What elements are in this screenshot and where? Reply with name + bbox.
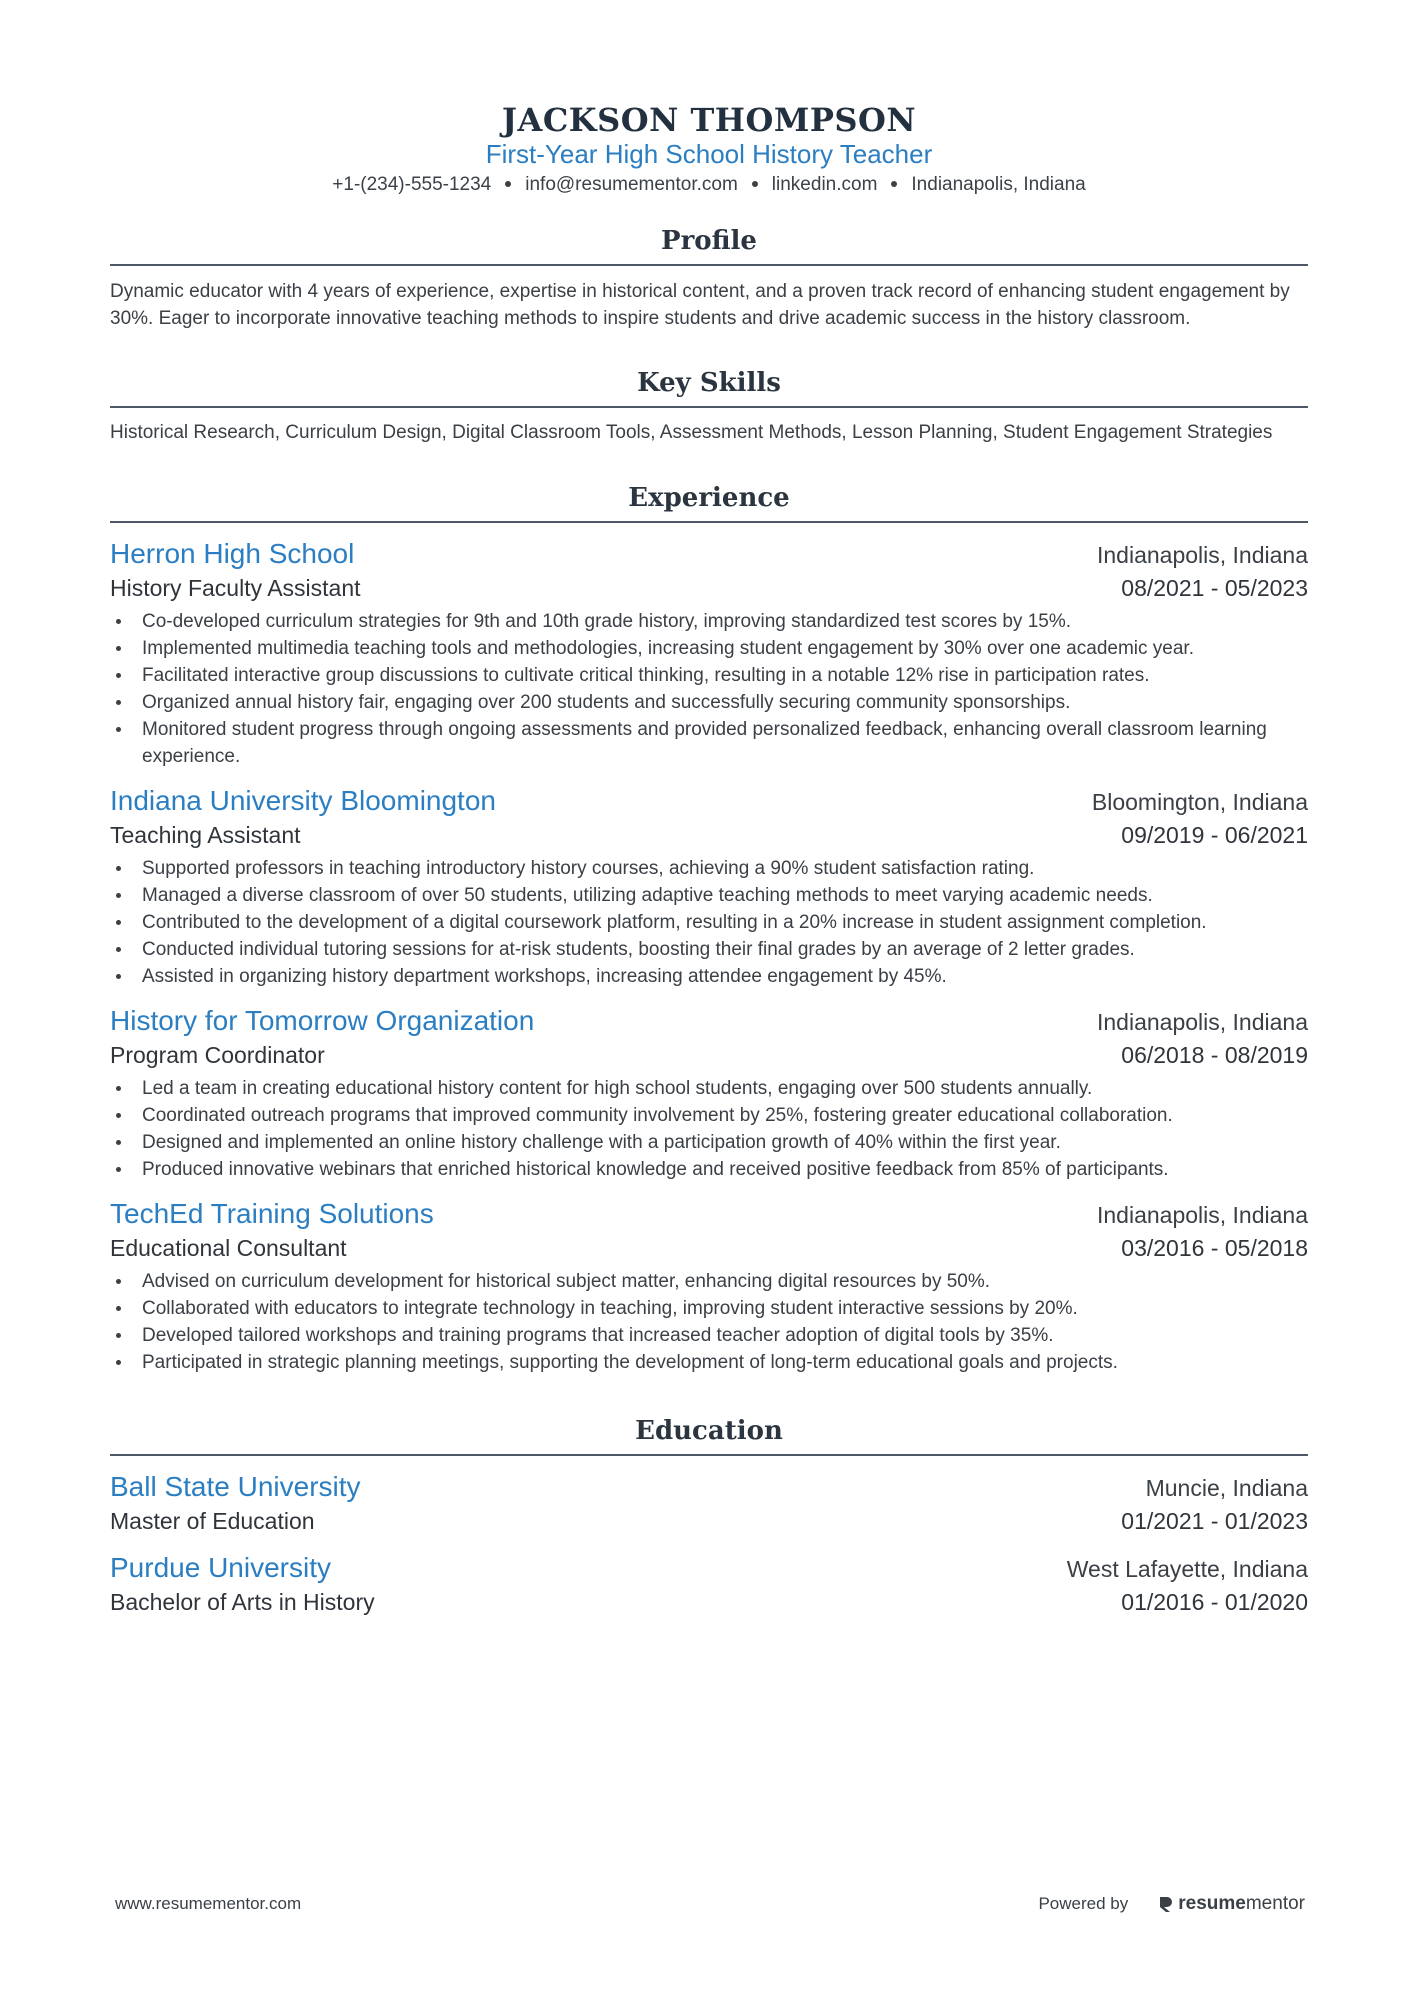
- contact-phone: +1-(234)-555-1234: [332, 174, 492, 195]
- separator-dot: [505, 181, 511, 187]
- bullet-item: Conducted individual tutoring sessions for at-risk students, boosting their final grades by an average of 2 letter grades.: [110, 936, 1308, 963]
- section-title-experience: Experience: [110, 481, 1308, 523]
- section-title-profile: Profile: [110, 224, 1308, 266]
- resume-header: [110, 100, 1308, 198]
- school-location: West Lafayette, Indiana: [1066, 1556, 1308, 1582]
- education-dates: 01/2016 - 01/2020: [1121, 1589, 1308, 1615]
- education-entry: [110, 1470, 1308, 1537]
- job-bullets: [110, 608, 1308, 770]
- section-title-skills: Key Skills: [110, 366, 1308, 408]
- skills-section: [110, 366, 1308, 445]
- job-bullets: [110, 855, 1308, 990]
- experience-entry: [110, 784, 1308, 990]
- experience-section: [110, 481, 1308, 1376]
- experience-entry: [110, 537, 1308, 770]
- school-name: Purdue University: [110, 1552, 331, 1583]
- resumementor-logo-icon: [1158, 1895, 1174, 1913]
- bullet-item: Managed a diverse classroom of over 50 students, utilizing adaptive teaching methods to meet varying academic needs.: [110, 882, 1308, 909]
- job-title: Program Coordinator: [110, 1042, 325, 1068]
- employer-name: Indiana University Bloomington: [110, 785, 496, 816]
- bullet-item: Assisted in organizing history department workshops, increasing attendee engagement by 45%.: [110, 963, 1308, 990]
- bullet-item: Supported professors in teaching introductory history courses, achieving a 90% student satisfaction rating.: [110, 855, 1308, 882]
- job-location: Indianapolis, Indiana: [1097, 1202, 1308, 1228]
- employer-name: Herron High School: [110, 538, 355, 569]
- powered-by-label: Powered by: [1038, 1894, 1129, 1913]
- bullet-item: Led a team in creating educational history content for high school students, engaging over 500 students annually.: [110, 1075, 1308, 1102]
- job-bullets: [110, 1268, 1308, 1376]
- section-title-education: Education: [110, 1414, 1308, 1456]
- bullet-item: Organized annual history fair, engaging over 200 students and successfully securing community sponsorships.: [110, 689, 1308, 716]
- resume-page: [110, 100, 1308, 1618]
- bullet-item: Developed tailored workshops and training programs that increased teacher adoption of digital tools by 35%.: [110, 1322, 1308, 1349]
- candidate-name: JACKSON THOMPSON: [501, 101, 917, 139]
- degree-name: Master of Education: [110, 1508, 315, 1534]
- job-dates: 03/2016 - 05/2018: [1121, 1235, 1308, 1261]
- bullet-item: Designed and implemented an online history challenge with a participation growth of 40% within the first year.: [110, 1129, 1308, 1156]
- bullet-item: Monitored student progress through ongoing assessments and provided personalized feedback, enhancing overall classroom learning experience.: [110, 716, 1308, 770]
- experience-entry: [110, 1197, 1308, 1376]
- employer-name: History for Tomorrow Organization: [110, 1005, 535, 1036]
- page-footer: [115, 1893, 1305, 1915]
- experience-entry: [110, 1004, 1308, 1183]
- education-dates: 01/2021 - 01/2023: [1121, 1508, 1308, 1534]
- job-location: Indianapolis, Indiana: [1097, 1009, 1308, 1035]
- separator-dot: [752, 181, 758, 187]
- bullet-item: Facilitated interactive group discussions to cultivate critical thinking, resulting in a notable 12% rise in participation rates.: [110, 662, 1308, 689]
- brand-name-bold: resume: [1178, 1893, 1246, 1914]
- education-entry: [110, 1551, 1308, 1618]
- job-title: History Faculty Assistant: [110, 575, 361, 601]
- job-title: Educational Consultant: [110, 1235, 347, 1261]
- degree-name: Bachelor of Arts in History: [110, 1589, 375, 1615]
- contact-linkedin[interactable]: linkedin.com: [771, 174, 878, 195]
- job-bullets: [110, 1075, 1308, 1183]
- job-title: Teaching Assistant: [110, 822, 301, 848]
- bullet-item: Collaborated with educators to integrate technology in teaching, improving student interactive sessions by 20%.: [110, 1295, 1308, 1322]
- separator-dot: [891, 181, 897, 187]
- bullet-item: Participated in strategic planning meetings, supporting the development of long-term educational goals and projects.: [110, 1349, 1308, 1376]
- contact-location: Indianapolis, Indiana: [911, 174, 1086, 195]
- footer-website-link[interactable]: www.resumementor.com: [115, 1894, 302, 1913]
- bullet-item: Implemented multimedia teaching tools and methodologies, increasing student engagement by 30% over one academic year.: [110, 635, 1308, 662]
- job-location: Bloomington, Indiana: [1091, 789, 1308, 815]
- school-location: Muncie, Indiana: [1145, 1475, 1308, 1501]
- profile-text: Dynamic educator with 4 years of experience, expertise in historical content, and a proven track record of enhancing student engagement by 30%. Eager to incorporate innovative teaching methods to inspire students and drive academic success in the history classroom.: [110, 281, 1290, 329]
- job-dates: 06/2018 - 08/2019: [1121, 1042, 1308, 1068]
- bullet-item: Advised on curriculum development for historical subject matter, enhancing digital resources by 50%.: [110, 1268, 1308, 1295]
- contact-line: [110, 172, 1308, 198]
- bullet-item: Coordinated outreach programs that improved community involvement by 25%, fostering greater educational collaboration.: [110, 1102, 1308, 1129]
- employer-name: TechEd Training Solutions: [110, 1198, 434, 1229]
- job-dates: 09/2019 - 06/2021: [1121, 822, 1308, 848]
- contact-email[interactable]: info@resumementor.com: [525, 174, 738, 195]
- bullet-item: Contributed to the development of a digital coursework platform, resulting in a 20% increase in student assignment completion.: [110, 909, 1308, 936]
- bullet-item: Produced innovative webinars that enriched historical knowledge and received positive feedback from 85% of participants.: [110, 1156, 1308, 1183]
- skills-text: Historical Research, Curriculum Design, Digital Classroom Tools, Assessment Methods, Lesson Planning, Student Engagement Strategies: [110, 422, 1273, 443]
- candidate-headline: First-Year High School History Teacher: [485, 139, 933, 169]
- profile-section: [110, 224, 1308, 332]
- school-name: Ball State University: [110, 1471, 361, 1502]
- job-dates: 08/2021 - 05/2023: [1121, 575, 1308, 601]
- resumementor-logo[interactable]: [1158, 1893, 1305, 1915]
- brand-name-light: mentor: [1245, 1893, 1305, 1914]
- bullet-item: Co-developed curriculum strategies for 9th and 10th grade history, improving standardized test scores by 15%.: [110, 608, 1308, 635]
- education-section: [110, 1414, 1308, 1618]
- job-location: Indianapolis, Indiana: [1097, 542, 1308, 568]
- powered-by: [1038, 1893, 1305, 1915]
